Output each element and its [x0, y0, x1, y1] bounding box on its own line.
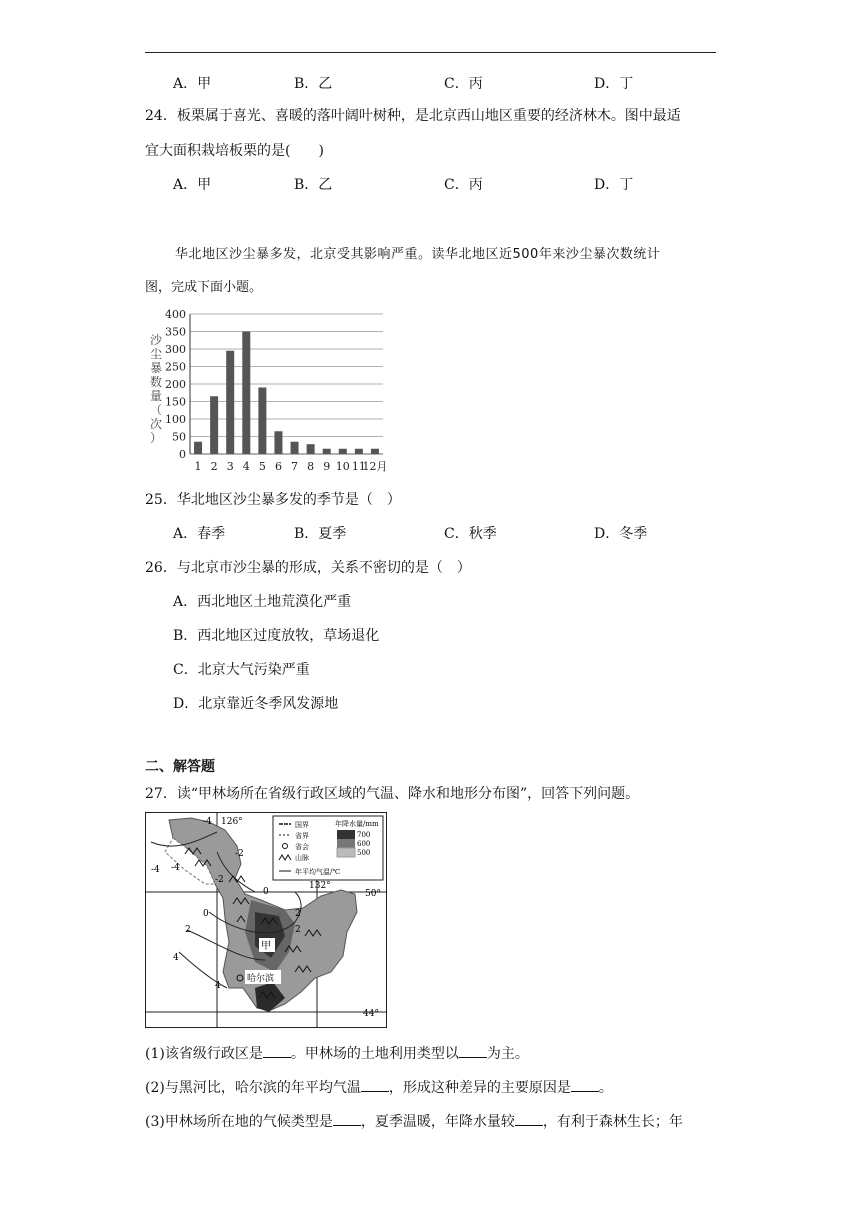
bar-month-7	[291, 442, 299, 454]
chart-bars	[194, 332, 379, 455]
y-tick-label: 300	[165, 343, 186, 356]
isotherm-label: 0	[263, 887, 269, 897]
chart-grid	[190, 314, 383, 454]
legend-precip-title: 年降水量/mm	[335, 820, 379, 828]
answer-blank[interactable]	[333, 1113, 361, 1126]
legend-precip-500	[337, 848, 355, 857]
legend-mountain: 山脉	[295, 854, 309, 862]
q27-sub1-text-a: (1)该省级行政区是	[145, 1046, 263, 1062]
bar-month-4	[242, 332, 250, 455]
q27-sub1	[145, 1043, 529, 1063]
q25-option-a[interactable]: A．春季	[173, 526, 226, 542]
q25-stem: 25．华北地区沙尘暴多发的季节是（ ）	[145, 492, 401, 508]
legend-precip-700	[337, 830, 355, 839]
q27-sub3-text-c: ，有利于森林生长；年	[542, 1114, 683, 1130]
isotherm-label: -4	[151, 865, 160, 875]
isotherm-label: -4	[203, 817, 212, 827]
legend-precip-500-label: 500	[357, 849, 371, 857]
x-tick-label: 11	[351, 460, 366, 473]
dust-storm-chart	[140, 306, 400, 476]
legend-precip-700-label: 700	[357, 831, 371, 839]
answer-blank[interactable]	[361, 1079, 389, 1092]
legend-precip-600	[337, 839, 355, 848]
place-harbin: 哈尔滨	[247, 974, 275, 984]
x-tick-label: 5	[258, 460, 266, 473]
intro-line2: 图，完成下面小题。	[145, 280, 263, 295]
q25-option-c[interactable]: C．秋季	[444, 526, 497, 542]
heilongjiang-map	[145, 812, 387, 1028]
q27-sub2-text-b: ，形成这种差异的主要原因是	[388, 1080, 571, 1096]
isotherm-label: -2	[235, 849, 244, 859]
legend-capital: 省会	[295, 843, 309, 851]
x-tick-label: 6	[274, 460, 282, 473]
q27-sub3-text-b: ，夏季温暖，年降水量较	[360, 1114, 515, 1130]
top-rule	[145, 52, 716, 53]
q27-sub1-text-b: 。甲林场的土地利用类型以	[290, 1046, 459, 1062]
q24-option-b[interactable]: B．乙	[294, 177, 333, 193]
isotherm-label: 2	[295, 925, 301, 935]
q23-option-b[interactable]: B．乙	[294, 76, 333, 92]
place-jia: 甲	[261, 941, 271, 952]
q24-option-a[interactable]: A．甲	[173, 177, 212, 193]
q27-sub1-text-c: 为主。	[486, 1046, 529, 1062]
isotherm-label: -4	[171, 863, 180, 873]
x-tick-label: 1	[194, 460, 202, 473]
q24-stem-line2: 宜大面积栽培板栗的是( )	[145, 143, 324, 159]
q27-sub3-text-a: (3)甲林场所在地的气候类型是	[145, 1114, 333, 1130]
q25-option-d[interactable]: D．冬季	[594, 526, 648, 542]
bar-month-5	[258, 388, 266, 455]
q23-option-c[interactable]: C．丙	[444, 76, 483, 92]
bar-month-1	[194, 442, 202, 454]
q24-option-d[interactable]: D．丁	[594, 177, 634, 193]
bar-month-3	[226, 351, 234, 454]
bar-month-11	[355, 449, 363, 454]
q26-option-d[interactable]: D．北京靠近冬季风发源地	[173, 696, 339, 712]
y-tick-label: 200	[165, 378, 186, 391]
q23-option-d[interactable]: D．丁	[594, 76, 634, 92]
q26-option-c[interactable]: C．北京大气污染严重	[173, 662, 310, 678]
lat-label-50: 50°	[365, 889, 381, 899]
x-tick-label: 8	[307, 460, 315, 473]
y-tick-label: 100	[165, 413, 186, 426]
isotherm-label: 2	[185, 925, 191, 935]
bar-month-10	[339, 449, 347, 454]
q27-sub2-text-a: (2)与黑河比，哈尔滨的年平均气温	[145, 1080, 361, 1096]
legend-isotherm: 年平均气温/℃	[295, 868, 341, 876]
lat-label-44: 44°	[363, 1009, 379, 1019]
bar-month-6	[274, 431, 282, 454]
answer-blank[interactable]	[571, 1079, 599, 1092]
x-tick-label: 7	[291, 460, 299, 473]
q27-stem: 27．读“甲林场所在省级行政区域的气温、降水和地形分布图”，回答下列问题。	[145, 786, 640, 802]
y-tick-label: 400	[165, 308, 186, 321]
q27-sub3	[145, 1111, 683, 1131]
bar-month-9	[323, 449, 331, 454]
lon-label-132: 132°	[309, 881, 331, 891]
legend-precip-600-label: 600	[357, 840, 371, 848]
x-tick-label: 9	[323, 460, 331, 473]
legend-border: 国界	[295, 821, 309, 829]
y-tick-label: 0	[179, 448, 186, 461]
bar-month-12	[371, 449, 379, 454]
lon-label-126: 126°	[221, 817, 243, 827]
x-tick-label: 12月	[362, 460, 388, 473]
q24-stem-line1: 24．板栗属于喜光、喜暖的落叶阔叶树种，是北京西山地区重要的经济林木。图中最适	[145, 108, 681, 124]
isotherm-label: 0	[203, 909, 209, 919]
chart-ylabel: 沙尘暴数量（次）	[150, 333, 163, 445]
answer-blank[interactable]	[263, 1045, 291, 1058]
q26-option-b[interactable]: B．西北地区过度放牧，草场退化	[173, 628, 380, 644]
x-tick-label: 2	[210, 460, 218, 473]
q25-option-b[interactable]: B．夏季	[294, 526, 347, 542]
y-tick-label: 150	[165, 395, 186, 409]
isotherm-label: 4	[215, 981, 221, 991]
legend-province: 省界	[295, 832, 309, 840]
section-heading: 二、解答题	[145, 759, 215, 775]
q24-option-c[interactable]: C．丙	[444, 177, 483, 193]
q26-stem: 26．与北京市沙尘暴的形成，关系不密切的是（ ）	[145, 560, 471, 576]
x-tick-label: 3	[226, 460, 234, 473]
y-tick-label: 250	[165, 360, 186, 374]
y-tick-label: 350	[165, 325, 186, 339]
answer-blank[interactable]	[515, 1113, 543, 1126]
q23-option-a[interactable]: A．甲	[173, 76, 212, 92]
isotherm-label: -2	[215, 875, 224, 885]
intro-line1: 华北地区沙尘暴多发，北京受其影响严重。读华北地区近500年来沙尘暴次数统计	[175, 247, 661, 262]
q26-option-a[interactable]: A．西北地区土地荒漠化严重	[173, 594, 352, 610]
q27-sub2-text-c: 。	[598, 1080, 613, 1096]
y-tick-label: 50	[172, 430, 186, 444]
answer-blank[interactable]	[459, 1045, 487, 1058]
bar-month-2	[210, 396, 218, 454]
bar-month-8	[307, 444, 315, 454]
x-tick-label: 4	[242, 460, 250, 473]
isotherm-label: 2	[295, 909, 301, 919]
x-tick-label: 10	[335, 460, 350, 473]
q27-sub2	[145, 1077, 613, 1097]
isotherm-label: 4	[173, 953, 179, 963]
